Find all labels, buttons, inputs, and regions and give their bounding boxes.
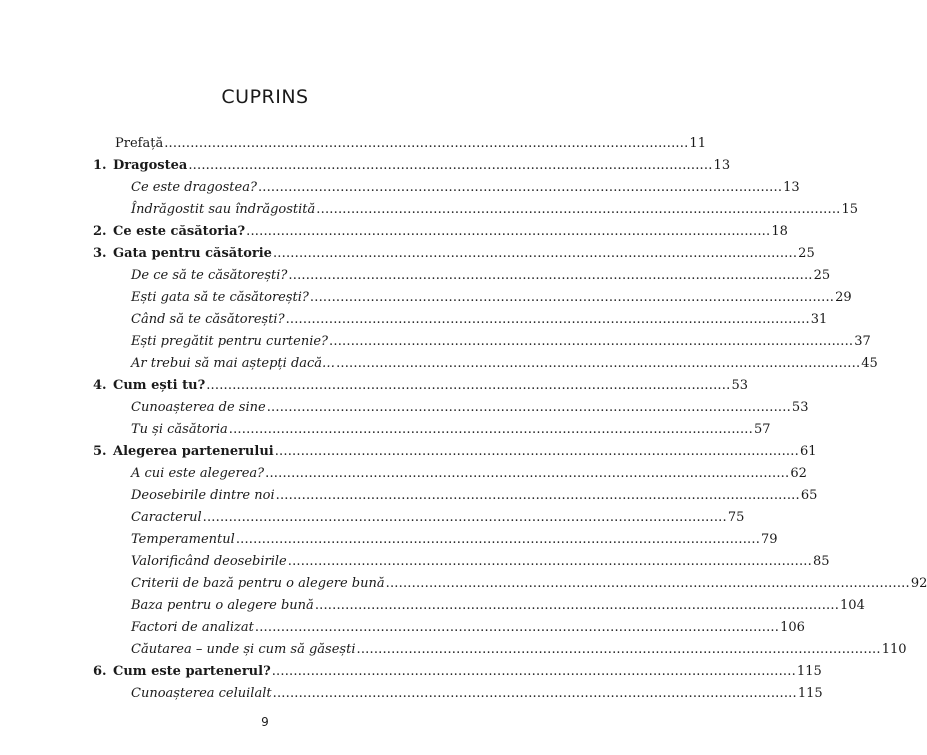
toc-chapter-number: 6. (93, 664, 107, 679)
toc-section[interactable] (131, 265, 831, 287)
toc-entry-page: 115 (796, 664, 822, 679)
toc-section[interactable] (131, 177, 800, 199)
toc-entry-preface[interactable] (115, 133, 706, 155)
toc-entry-page: 57 (753, 422, 771, 437)
toc-entry-label: Când să te căsătorești? (131, 312, 285, 327)
toc-section[interactable] (131, 331, 871, 353)
toc-chapter-number: 5. (93, 444, 107, 459)
toc-entry-page: 31 (810, 312, 828, 327)
toc-section[interactable] (131, 573, 927, 595)
toc-leader-dots: ......................................................................................................................... (274, 444, 799, 459)
toc-entry-label: Cum este partenerul? (113, 664, 271, 679)
toc-chapter-2[interactable] (93, 221, 788, 243)
toc-leader-dots: ......................................................................................................................... (271, 664, 796, 679)
toc-chapter-1[interactable] (93, 155, 731, 177)
toc-leader-dots: ......................................................................................................................... (228, 422, 753, 437)
toc-entry-page: 45 (861, 356, 878, 371)
toc-entry-label: Ce este dragostea? (131, 180, 257, 195)
toc-entry-page: 53 (791, 400, 809, 415)
toc-leader-dots: ......................................................................................................................... (272, 686, 797, 701)
toc-entry-page: 65 (800, 488, 818, 503)
toc-leader-dots: ......................................................................................................................... (206, 378, 731, 393)
toc-section[interactable] (131, 199, 859, 221)
toc-section[interactable] (131, 507, 745, 529)
toc-entry-page: 61 (799, 444, 817, 459)
toc-entry-label: Tu și căsătoria (131, 422, 228, 437)
toc-entry-label: A cui este alegerea? (131, 466, 265, 481)
toc-entry-page: 104 (840, 598, 865, 613)
toc-chapter-number: 4. (93, 378, 107, 393)
toc-entry-label: Cunoașterea de sine (131, 400, 266, 415)
toc-entry-label: Temperamentul (131, 532, 235, 547)
toc-leader-dots: ......................................................................................................................... (202, 510, 727, 525)
toc-entry-label: Alegerea partenerului (113, 444, 274, 459)
toc-leader-dots: ......................................................................................................................... (285, 312, 810, 327)
toc-leader-dots: ......................................................................................................................... (254, 620, 780, 635)
toc-leader-dots: ......................................................................................................................... (316, 202, 841, 217)
toc-chapter-number: 3. (93, 246, 107, 261)
toc-entry-page: 53 (731, 378, 748, 393)
toc-leader-dots: ......................................................................................................................... (329, 334, 854, 349)
toc-leader-dots: ......................................................................................................................... (309, 290, 835, 305)
toc-section[interactable] (131, 617, 805, 639)
toc-section[interactable] (131, 551, 830, 573)
page-number: 9 (261, 715, 269, 729)
toc-leader-dots: ......................................................................................................................... (288, 268, 813, 283)
toc-entry-label: Cum ești tu? (113, 378, 206, 393)
toc-chapter-number: 1. (93, 158, 107, 173)
toc-leader-dots: ......................................................................................................................... (287, 554, 812, 569)
toc-entry-label: De ce să te căsătorești? (131, 268, 288, 283)
toc-entry-label: Caracterul (131, 510, 202, 525)
toc-section[interactable] (131, 683, 823, 705)
toc-entry-page: 15 (841, 202, 859, 217)
toc-section[interactable] (131, 287, 852, 309)
toc-entry-page: 13 (783, 180, 800, 195)
toc-leader-dots: ......................................................................................................................... (265, 466, 790, 481)
toc-entry-label: Factori de analizat (131, 620, 254, 635)
toc-entry-label: Dragostea (113, 158, 188, 173)
toc-entry-label: Gata pentru căsătorie (113, 246, 272, 261)
toc-chapter-number: 2. (93, 224, 107, 239)
toc-chapter-6[interactable] (93, 661, 822, 683)
toc-entry-label: Căutarea – unde și cum să găsești (131, 642, 356, 657)
toc-entry-page: 106 (780, 620, 805, 635)
toc-section[interactable] (131, 397, 809, 419)
toc-entry-page: 92 (910, 576, 927, 591)
toc-leader-dots: ......................................................................................................................... (188, 158, 713, 173)
toc-entry-page: 11 (689, 136, 706, 151)
toc-section[interactable] (131, 595, 865, 617)
toc-section[interactable] (131, 639, 907, 661)
toc-section[interactable] (131, 485, 818, 507)
toc-entry-page: 37 (854, 334, 871, 349)
toc-entry-label: Criterii de bază pentru o alegere bună (131, 576, 385, 591)
toc-entry-page: 29 (835, 290, 852, 305)
toc-entry-page: 75 (727, 510, 745, 525)
toc-entry-page: 110 (881, 642, 907, 657)
toc-leader-dots: ......................................................................................................................... (272, 246, 798, 261)
toc-entry-label: Prefață (115, 136, 164, 151)
toc-entry-page: 62 (790, 466, 807, 481)
toc-entry-page: 79 (761, 532, 778, 547)
toc-entry-label: Ești gata să te căsătorești? (131, 290, 309, 305)
toc-entry-page: 13 (713, 158, 731, 173)
toc-leader-dots: ......................................................................................................................... (257, 180, 783, 195)
toc-section[interactable] (131, 419, 771, 441)
toc-entry-page: 85 (812, 554, 830, 569)
toc-leader-dots: ......................................................................................................................... (266, 400, 791, 415)
toc-section[interactable] (131, 309, 828, 331)
toc-entry-label: Cunoașterea celuilalt (131, 686, 272, 701)
toc-section[interactable] (131, 529, 778, 551)
toc-entry-page: 25 (813, 268, 831, 283)
toc-entry-page: 18 (771, 224, 788, 239)
toc-entry-label: Baza pentru o alegere bună (131, 598, 314, 613)
toc-chapter-3[interactable] (93, 243, 815, 265)
toc-entry-page: 25 (798, 246, 815, 261)
toc-entry-label: Valorificând deosebirile (131, 554, 287, 569)
toc-entry-label: Ar trebui să mai aștepți dacă… (131, 356, 336, 371)
toc-entry-label: Ești pregătit pentru curtenie? (131, 334, 329, 349)
toc-section[interactable] (131, 353, 878, 375)
toc-leader-dots: ......................................................................................................................... (235, 532, 761, 547)
toc-entry-label: Ce este căsătoria? (113, 224, 246, 239)
toc-leader-dots: ......................................................................................................................... (336, 356, 861, 371)
toc-entry-label: Deosebirile dintre noi (131, 488, 275, 503)
toc-leader-dots: ......................................................................................................................... (356, 642, 881, 657)
toc-leader-dots: ......................................................................................................................... (275, 488, 800, 503)
toc-leader-dots: ......................................................................................................................... (164, 136, 689, 151)
toc-section[interactable] (131, 463, 807, 485)
toc-chapter-5[interactable] (93, 441, 817, 463)
toc-chapter-4[interactable] (93, 375, 748, 397)
toc-entry-page: 115 (797, 686, 823, 701)
page-title: CUPRINS (221, 86, 309, 108)
toc-entry-label: Îndrăgostit sau îndrăgostită (131, 202, 316, 217)
toc-leader-dots: ......................................................................................................................... (385, 576, 910, 591)
toc-leader-dots: ......................................................................................................................... (314, 598, 840, 613)
toc-leader-dots: ......................................................................................................................... (246, 224, 771, 239)
